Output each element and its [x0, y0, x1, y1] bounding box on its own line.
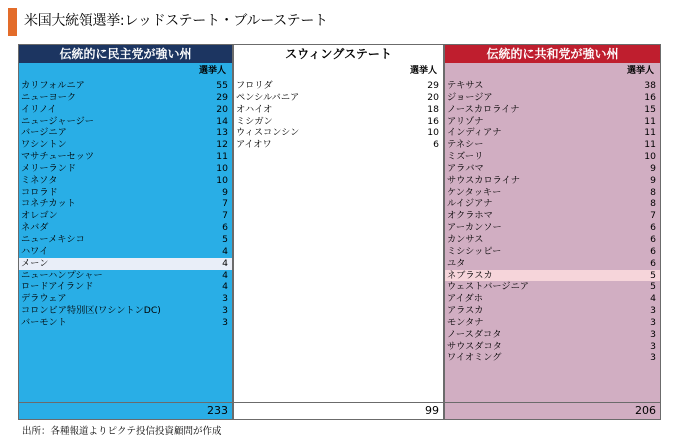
- electoral-votes: 29: [427, 80, 439, 91]
- state-row: [19, 187, 232, 199]
- electoral-votes: 7: [650, 210, 656, 222]
- state-name: コロラド: [21, 186, 58, 198]
- state-row: [445, 329, 660, 341]
- electoral-votes: 10: [427, 127, 439, 139]
- electoral-votes: 3: [650, 340, 656, 352]
- state-name: バージニア: [21, 127, 67, 139]
- state-name: メリーランド: [21, 162, 77, 174]
- state-name: ミズーリ: [447, 151, 484, 163]
- state-row: [19, 246, 232, 258]
- state-name: ウェストバージニア: [447, 281, 529, 293]
- state-name: ニュージャージー: [21, 115, 94, 127]
- state-row: [445, 139, 660, 151]
- republican-total: 206: [635, 404, 656, 417]
- electoral-votes: 3: [650, 352, 656, 364]
- republican-column: [444, 44, 661, 420]
- electoral-votes: 4: [222, 257, 228, 269]
- state-row: [445, 116, 660, 128]
- state-row: [445, 234, 660, 246]
- state-name: ペンシルバニア: [236, 91, 300, 103]
- state-row: [19, 92, 232, 104]
- democrat-total-divider: [19, 402, 232, 403]
- state-row: [445, 222, 660, 234]
- state-name: コネチカット: [21, 198, 76, 210]
- state-row: [19, 198, 232, 210]
- state-name: ニューハンプシャー: [21, 269, 103, 281]
- state-row: [445, 341, 660, 353]
- state-row: [19, 139, 232, 151]
- state-name: ルイジアナ: [447, 198, 493, 210]
- democrat-rows: [19, 80, 232, 329]
- state-name: テキサス: [447, 80, 484, 91]
- state-name: カリフォルニア: [21, 80, 85, 91]
- electoral-votes: 12: [216, 139, 228, 151]
- electoral-votes: 9: [222, 186, 228, 198]
- state-row: [445, 187, 660, 199]
- state-name: デラウェア: [21, 293, 67, 305]
- state-row: [445, 175, 660, 187]
- state-row: [19, 163, 232, 175]
- state-name: ニューヨーク: [21, 91, 77, 103]
- state-name: アリゾナ: [447, 115, 484, 127]
- electoral-votes: 14: [216, 115, 228, 127]
- state-row: [19, 317, 232, 329]
- electoral-votes: 10: [644, 151, 656, 163]
- state-row: [19, 270, 232, 282]
- state-name: ネブラスカ: [447, 269, 493, 281]
- state-row: [445, 281, 660, 293]
- state-row: [445, 92, 660, 104]
- state-name: サウスカロライナ: [447, 174, 520, 186]
- state-name: ウィスコンシン: [236, 127, 300, 139]
- electoral-votes: 7: [222, 198, 228, 210]
- state-name: アラスカ: [447, 305, 484, 317]
- electoral-votes: 13: [216, 127, 228, 139]
- state-row: [19, 116, 232, 128]
- state-row: [234, 92, 443, 104]
- electoral-votes: 5: [222, 233, 228, 245]
- electoral-votes: 3: [222, 305, 228, 317]
- swing-rows: [234, 80, 443, 151]
- state-name: ノースカロライナ: [447, 103, 520, 115]
- electoral-votes: 6: [222, 222, 228, 234]
- electoral-votes: 55: [216, 80, 228, 91]
- electoral-votes: 11: [644, 139, 656, 151]
- swing-column: [233, 44, 444, 420]
- electoral-votes: 4: [222, 245, 228, 257]
- state-name: ジョージア: [447, 91, 493, 103]
- state-name: イリノイ: [21, 103, 57, 115]
- electoral-votes: 3: [650, 328, 656, 340]
- state-row: [445, 151, 660, 163]
- democrat-electors-label: 選挙人: [198, 66, 226, 76]
- electoral-votes: 16: [644, 91, 656, 103]
- electoral-votes: 3: [650, 316, 656, 328]
- democrat-total: 233: [207, 404, 228, 417]
- electoral-votes: 6: [433, 139, 439, 151]
- swing-electors-label: 選挙人: [409, 66, 437, 76]
- state-name: インディアナ: [447, 127, 502, 139]
- state-row: [19, 258, 232, 270]
- state-row: [234, 139, 443, 151]
- electoral-votes: 8: [650, 198, 656, 210]
- state-name: ミシガン: [236, 115, 273, 127]
- state-row: [445, 270, 660, 282]
- state-name: ノースダコタ: [447, 328, 502, 340]
- republican-rows: [445, 80, 660, 364]
- state-row: [234, 104, 443, 116]
- swing-header: スウィングステート: [285, 47, 392, 61]
- electoral-votes: 11: [644, 127, 656, 139]
- electoral-votes: 3: [222, 316, 228, 328]
- state-name: ミネソタ: [21, 174, 58, 186]
- state-row: [19, 281, 232, 293]
- state-name: コロンビア特別区(ワシントンDC): [21, 305, 161, 317]
- state-name: テネシー: [447, 139, 484, 151]
- electoral-votes: 8: [650, 186, 656, 198]
- electoral-votes: 20: [216, 103, 228, 115]
- electoral-votes: 6: [650, 222, 656, 234]
- state-row: [234, 127, 443, 139]
- democrat-column: [18, 44, 233, 420]
- state-name: カンサス: [447, 233, 484, 245]
- state-row: [445, 293, 660, 305]
- state-row: [445, 104, 660, 116]
- state-row: [19, 104, 232, 116]
- state-row: [19, 210, 232, 222]
- electoral-votes: 7: [222, 210, 228, 222]
- electoral-votes: 15: [644, 103, 656, 115]
- state-row: [445, 305, 660, 317]
- state-name: オレゴン: [21, 210, 58, 222]
- state-name: ミシシッピー: [447, 245, 502, 257]
- electoral-votes: 10: [216, 174, 228, 186]
- electoral-votes: 18: [427, 103, 439, 115]
- page-title: 米国大統領選挙:レッドステート・ブルーステート: [24, 13, 328, 29]
- state-name: ワイオミング: [447, 352, 502, 364]
- electoral-votes: 6: [650, 233, 656, 245]
- electoral-votes: 9: [650, 162, 656, 174]
- state-row: [19, 305, 232, 317]
- state-name: アイダホ: [447, 293, 483, 305]
- electoral-votes: 4: [222, 281, 228, 293]
- state-name: バーモント: [21, 316, 67, 328]
- state-name: モンタナ: [447, 316, 484, 328]
- electoral-votes: 11: [216, 151, 228, 163]
- electoral-votes: 3: [650, 305, 656, 317]
- swing-total: 99: [425, 404, 439, 417]
- state-name: ハワイ: [21, 245, 49, 257]
- state-row: [445, 317, 660, 329]
- electoral-votes: 10: [216, 162, 228, 174]
- electoral-votes: 11: [644, 115, 656, 127]
- state-row: [19, 222, 232, 234]
- state-name: ユタ: [447, 257, 466, 269]
- state-name: ワシントン: [21, 139, 67, 151]
- electoral-votes: 38: [644, 80, 656, 91]
- state-name: オクラホマ: [447, 210, 493, 222]
- state-row: [445, 246, 660, 258]
- state-name: ネバダ: [21, 222, 49, 234]
- state-row: [19, 127, 232, 139]
- state-row: [19, 80, 232, 92]
- state-row: [19, 234, 232, 246]
- state-row: [19, 151, 232, 163]
- title-accent-bar: [8, 8, 17, 36]
- state-row: [445, 198, 660, 210]
- state-row: [445, 258, 660, 270]
- electoral-votes: 29: [216, 91, 228, 103]
- electoral-votes: 5: [650, 281, 656, 293]
- state-name: メーン: [21, 257, 49, 269]
- electoral-votes: 3: [222, 293, 228, 305]
- state-name: マサチューセッツ: [21, 151, 95, 163]
- electoral-votes: 9: [650, 174, 656, 186]
- democrat-header: 伝統的に民主党が強い州: [19, 45, 232, 63]
- state-row: [445, 127, 660, 139]
- electoral-votes: 20: [427, 91, 439, 103]
- source-note: 出所：各種報道よりピクテ投信投資顧問が作成: [22, 426, 222, 437]
- state-name: ニューメキシコ: [21, 233, 85, 245]
- state-row: [19, 293, 232, 305]
- state-name: サウスダコタ: [447, 340, 502, 352]
- electoral-votes: 4: [222, 269, 228, 281]
- state-name: オハイオ: [236, 103, 273, 115]
- state-name: アラバマ: [447, 162, 484, 174]
- republican-total-divider: [445, 402, 660, 403]
- state-name: アイオワ: [236, 139, 272, 151]
- swing-total-divider: [234, 402, 443, 403]
- state-row: [445, 352, 660, 364]
- electoral-votes: 16: [427, 115, 439, 127]
- state-row: [445, 163, 660, 175]
- state-name: ケンタッキー: [447, 186, 502, 198]
- state-name: アーカンソー: [447, 222, 502, 234]
- state-row: [445, 80, 660, 92]
- electoral-votes: 5: [650, 269, 656, 281]
- electoral-votes: 6: [650, 257, 656, 269]
- electoral-votes: 6: [650, 245, 656, 257]
- republican-electors-label: 選挙人: [626, 66, 654, 76]
- state-row: [234, 116, 443, 128]
- state-name: フロリダ: [236, 80, 273, 91]
- state-row: [19, 175, 232, 187]
- republican-header: 伝統的に共和党が強い州: [445, 45, 660, 63]
- state-row: [445, 210, 660, 222]
- state-name: ロードアイランド: [21, 281, 94, 293]
- state-row: [234, 80, 443, 92]
- electoral-votes: 4: [650, 293, 656, 305]
